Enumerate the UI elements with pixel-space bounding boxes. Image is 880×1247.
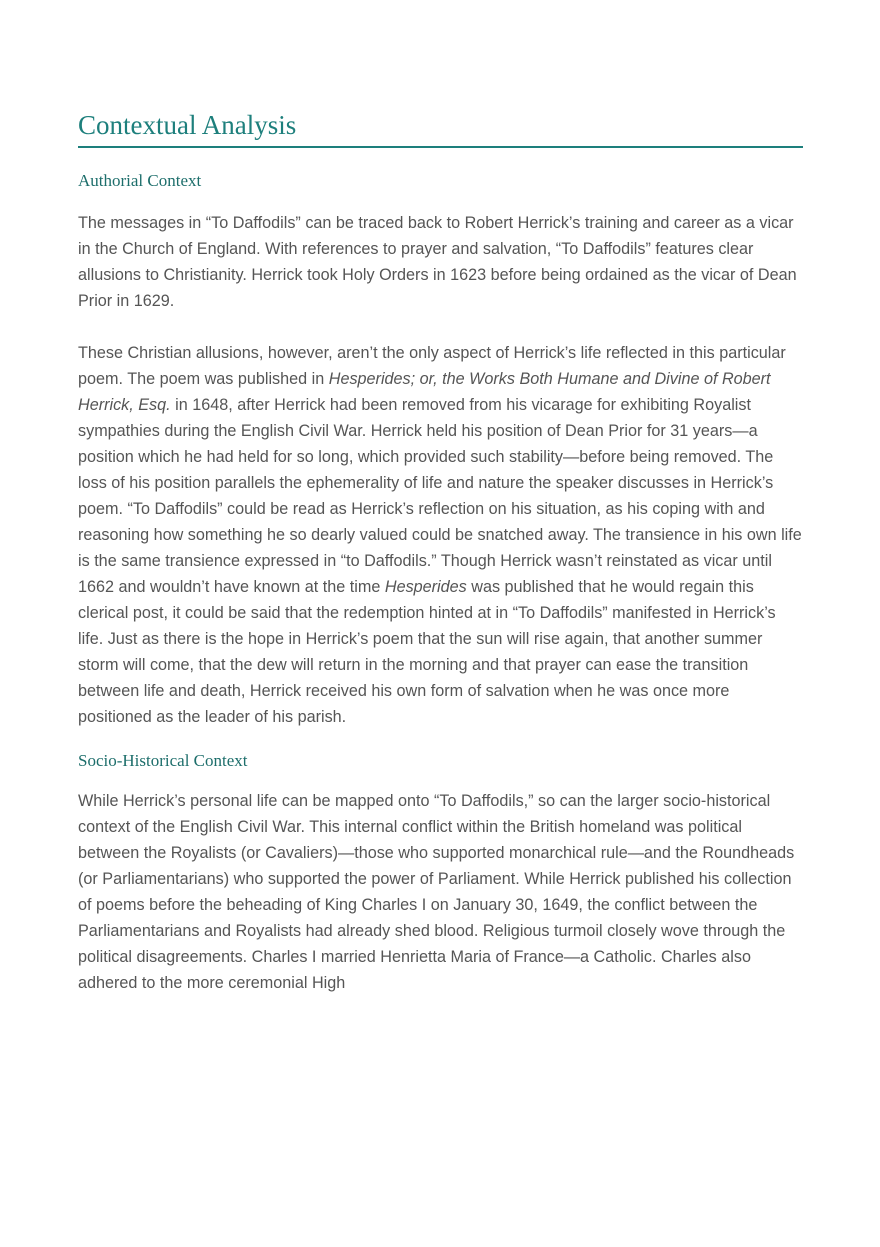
paragraph-socio-1: While Herrick’s personal life can be mapped onto “To Daffodils,” so can the larger socio-historical context of the English Civil War. This internal conflict within the British homeland was political between the Royalists (or Cavaliers)—those who supported monarchical rule—and the Roundheads (or Parliamentarians) who supported the power of Parliament. While Herrick published his collection of poems before the beheading of King Charles I on January 30, 1649, the conflict between the Parliamentarians and Royalists had already shed blood. Religious turmoil closely wove through the political disagreements. Charles I married Henrietta Maria of France—a Catholic. Charles also adhered to the more ceremonial High <box>78 792 795 992</box>
page-title: Contextual Analysis <box>78 108 803 148</box>
book-title: Hesperides <box>384 578 467 596</box>
book-title: Hesperides; or, the Works Both Humane and Divine of Robert Herrick, Esq. <box>78 370 771 414</box>
section-heading-socio-historical: Socio-Historical Context <box>78 751 248 770</box>
paragraph-text: These Christian allusions, however, aren’t the only aspect of Herrick’s life reflected in this particular poem. The poem was published in <box>78 344 786 388</box>
paragraph-authorial-1: The messages in “To Daffodils” can be traced back to Robert Herrick’s training and career as a vicar in the Church of England. With references to prayer and salvation, “To Daffodils” features clear allusions to Christianity. Herrick took Holy Orders in 1623 before being ordained as the vicar of Dean Prior in 1629. <box>78 214 797 310</box>
paragraph-text: in 1648, after Herrick had been removed from his vicarage for exhibiting Royalist sympathies during the English Civil War. Herrick held his position of Dean Prior for 31 years—a position which he had held for so long, which provided such stability—before being removed. The loss of his position parallels the ephemerality of life and nature the speaker discusses in Herrick’s poem. “To Daffodils” could be read as Herrick’s reflection on his situation, as his coping with and reasoning how something he so dearly valued could be snatched away. The transience in his own life is the same transience expressed in “to Daffodils.” Though Herrick wasn’t reinstated as vicar until 1662 and wouldn’t have known at the time <box>78 396 802 596</box>
document-page <box>78 108 803 996</box>
paragraph-authorial-2 <box>78 340 803 730</box>
paragraph-text: was published that he would regain this clerical post, it could be said that the redemption hinted at in “To Daffodils” manifested in Herrick’s life. Just as there is the hope in Herrick’s poem that the sun will rise again, that another summer storm will come, that the dew will return in the morning and that prayer can ease the transition between life and death, Herrick received his own form of salvation when he was once more positioned as the leader of his parish. <box>78 578 776 726</box>
section-heading-authorial: Authorial Context <box>78 171 202 190</box>
